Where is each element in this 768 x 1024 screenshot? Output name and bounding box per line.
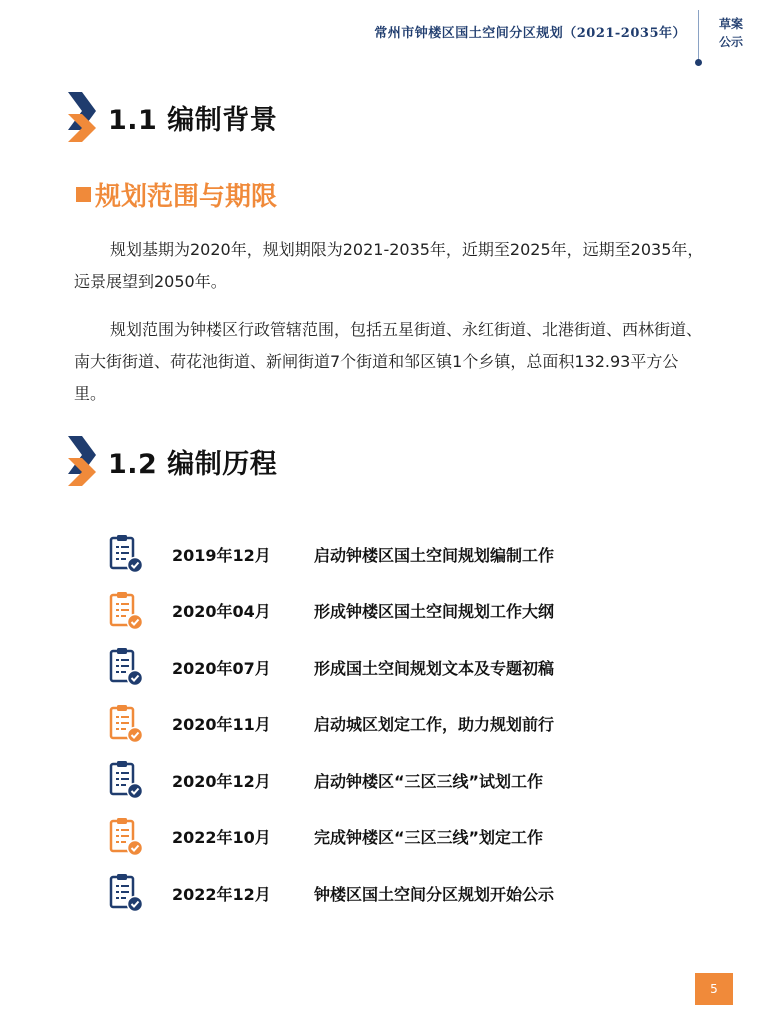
timeline-item	[108, 647, 668, 687]
badge-line-2: 公示	[718, 35, 743, 49]
timeline-item	[108, 873, 668, 913]
timeline-date: 2019年12月	[172, 545, 271, 565]
chevron-icon	[68, 92, 98, 142]
clipboard-check-icon	[108, 817, 146, 857]
timeline-item	[108, 817, 668, 857]
header-dot	[695, 59, 702, 66]
clipboard-check-icon	[108, 873, 146, 913]
timeline-event: 形成国土空间规划文本及专题初稿	[314, 658, 555, 678]
header-divider	[698, 10, 699, 63]
subheading	[76, 176, 277, 213]
timeline-date: 2020年04月	[172, 602, 271, 621]
square-bullet-icon	[76, 187, 91, 202]
timeline-event: 启动城区划定工作，助力规划前行	[314, 715, 555, 734]
section-title: 1.1 编制背景	[108, 104, 278, 136]
timeline-item	[108, 591, 668, 631]
clipboard-check-icon	[108, 591, 146, 631]
chevron-icon	[68, 436, 98, 486]
clipboard-check-icon	[108, 760, 146, 800]
section-title: 1.2 编制历程	[108, 448, 278, 480]
paragraph-period: 规划基期为2020年，规划期限为2021-2035年，近期至2025年，远期至2035年，远景展望到2050年。	[74, 240, 704, 291]
page-number: 5	[695, 973, 733, 1005]
draft-badge	[711, 15, 751, 51]
timeline-event: 启动钟楼区国土空间规划编制工作	[314, 545, 555, 565]
timeline-event: 形成钟楼区国土空间规划工作大纲	[314, 602, 555, 621]
subheading-text: 规划范围与期限	[95, 182, 278, 212]
clipboard-check-icon	[108, 647, 146, 687]
clipboard-check-icon	[108, 704, 146, 744]
timeline-date: 2022年12月	[172, 884, 271, 904]
timeline-date: 2020年11月	[172, 715, 271, 734]
clipboard-check-icon	[108, 534, 146, 574]
timeline-date: 2020年07月	[172, 658, 271, 678]
badge-line-1: 草案	[718, 17, 743, 31]
timeline-date: 2020年12月	[172, 771, 271, 791]
timeline-item	[108, 704, 668, 744]
timeline-event: 钟楼区国土空间分区规划开始公示	[314, 884, 555, 904]
timeline-item	[108, 534, 668, 574]
section-heading-2	[68, 436, 277, 486]
timeline-event: 启动钟楼区“三区三线”试划工作	[314, 771, 544, 791]
section-heading-1	[68, 92, 277, 142]
timeline-item	[108, 760, 668, 800]
timeline-date: 2022年10月	[172, 828, 271, 847]
timeline-event: 完成钟楼区“三区三线”划定工作	[314, 828, 544, 847]
document-title: 常州市钟楼区国土空间分区规划（2021-2035年）	[374, 26, 686, 41]
paragraph-scope: 规划范围为钟楼区行政管辖范围，包括五星街道、永红街道、北港街道、西林街道、南大街街道、荷花池街道、新闸街道7个街道和邹区镇1个乡镇，总面积132.93平方公里。	[74, 320, 703, 403]
